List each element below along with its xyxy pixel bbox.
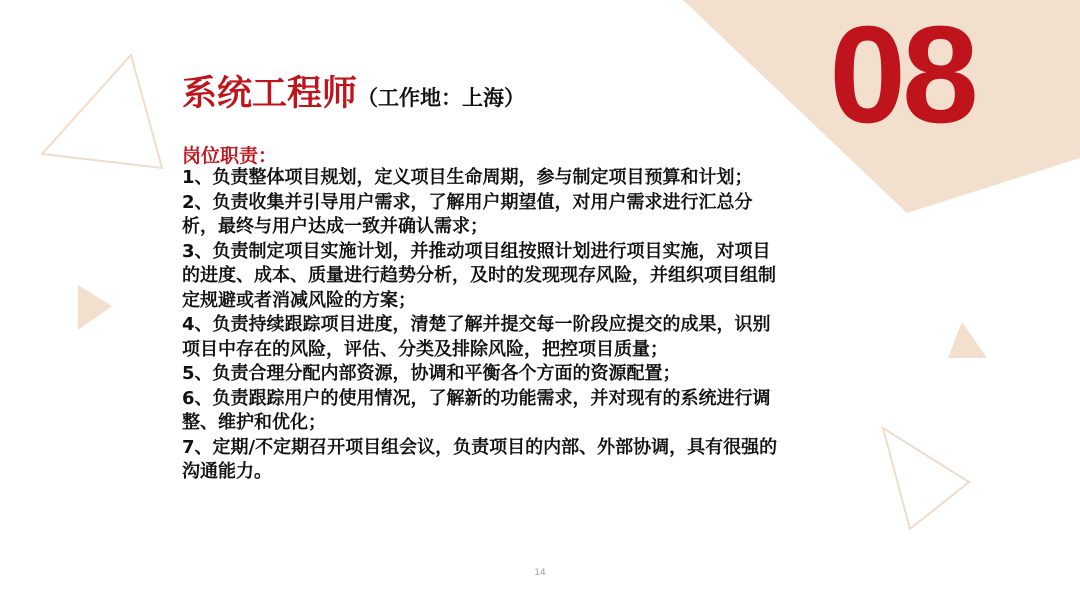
- duty-item: 7、定期/不定期召开项目组会议，负责项目的内部、外部协调，具有很强的沟通能力。: [182, 436, 778, 482]
- duty-item: 1、负责整体项目规划，定义项目生命周期，参与制定项目预算和计划；: [182, 167, 753, 188]
- slide-number: 08: [829, 0, 975, 152]
- duty-item: 5、负责合理分配内部资源，协调和平衡各个方面的资源配置；: [182, 363, 681, 384]
- page-title: [182, 66, 525, 116]
- outline-triangle-right: [883, 428, 969, 529]
- duty-item: 6、负责跟踪用户的使用情况，了解新的功能需求，并对现有的系统进行调整、维护和优化；: [182, 387, 771, 433]
- work-location: （工作地：上海）: [357, 86, 526, 110]
- duty-item: 4、负责持续跟踪项目进度，清楚了解并提交每一阶段应提交的成果，识别项目中存在的风险，评估、分类及排除风险，把控项目质量；: [182, 314, 771, 360]
- outline-triangle-left: [42, 55, 162, 168]
- page-number: 14: [534, 568, 546, 578]
- duty-item: 3、负责制定项目实施计划，并推动项目组按照计划进行项目实施，对项目的进度、成本、质量进行趋势分析，及时的发现现存风险，并组织项目组制定规避或者消减风险的方案；: [182, 240, 776, 311]
- responsibilities-heading: 岗位职责：: [182, 145, 278, 167]
- duty-item: 2、负责收集并引导用户需求，了解用户期望值，对用户需求进行汇总分析，最终与用户达成一致并确认需求；: [182, 191, 753, 237]
- responsibilities-list: [182, 166, 782, 485]
- filled-triangle-left: [78, 285, 112, 330]
- filled-triangle-right: [948, 322, 987, 358]
- job-title: 系统工程师: [182, 74, 358, 114]
